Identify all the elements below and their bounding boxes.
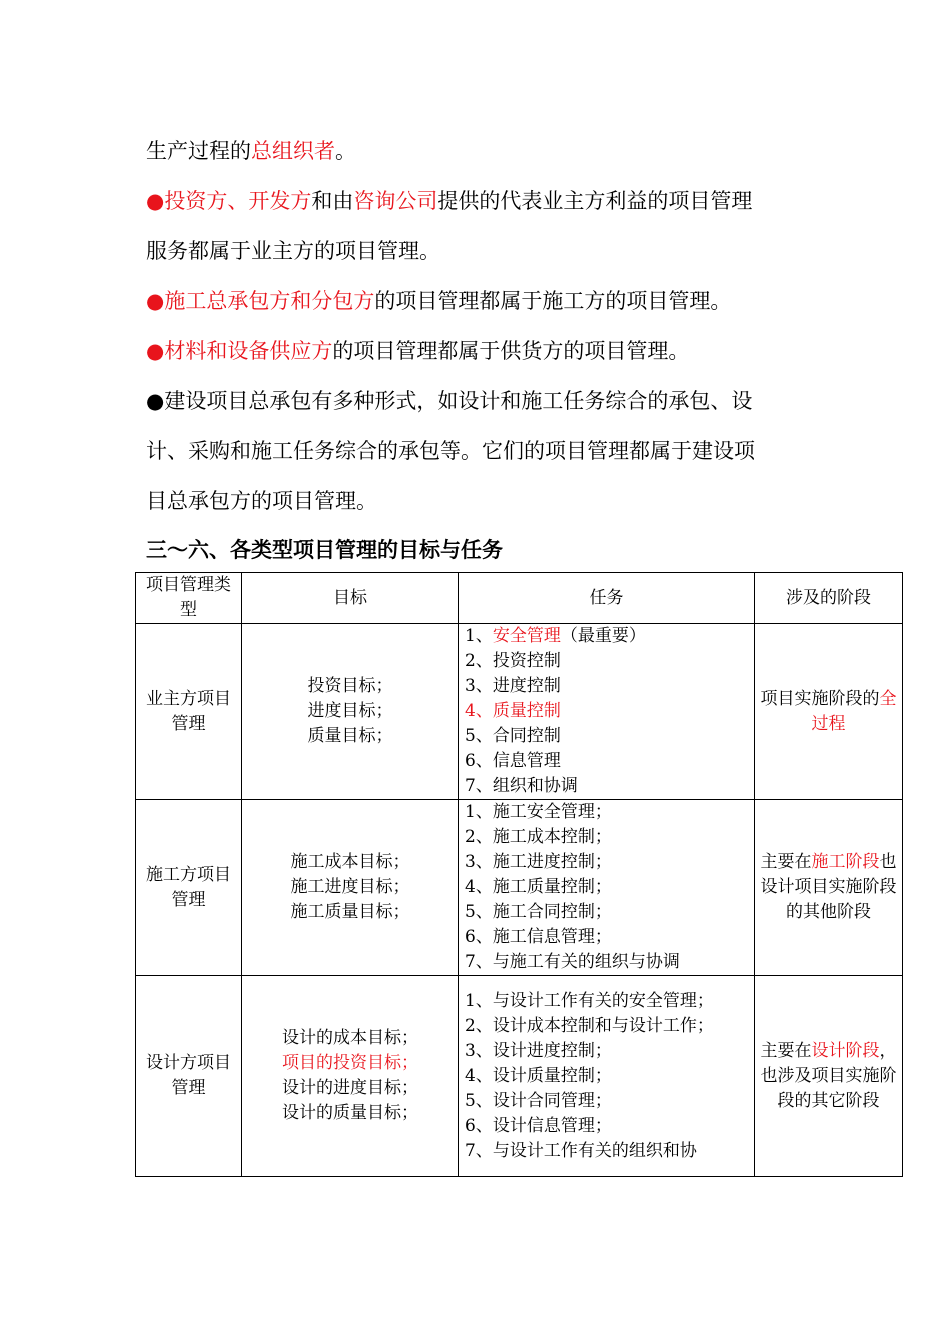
bullet-contractor: ●施工总承包方和分包方的项目管理都属于施工方的项目管理。 — [146, 289, 732, 313]
row-goals: 投资目标； 进度目标； 质量目标； — [242, 624, 459, 800]
bullet-icon: ● — [146, 289, 165, 313]
row-stage: 主要在设计阶段，也涉及项目实施阶段的其它阶段 — [755, 976, 903, 1177]
section-heading: 三～六、各类型项目管理的目标与任务 — [146, 537, 503, 562]
table-row — [136, 976, 903, 1177]
bullet-icon: ● — [146, 189, 165, 213]
bullet-epc-line3: 目总承包方的项目管理。 — [146, 489, 377, 513]
intro-line: 生产过程的总组织者。 — [146, 139, 356, 163]
row-stage: 项目实施阶段的全过程 — [755, 624, 903, 800]
row-tasks: 1、施工安全管理； 2、施工成本控制； 3、施工进度控制； 4、施工质量控制； 5、施工合同控制； 6、施工信息管理； 7、与施工有关的组织与协调 — [459, 800, 755, 976]
row-type: 业主方项目管理 — [136, 624, 242, 800]
row-goals: 施工成本目标； 施工进度目标； 施工质量目标； — [242, 800, 459, 976]
table-row — [136, 800, 903, 976]
highlight-text: 总组织者 — [251, 139, 335, 163]
management-table — [135, 572, 903, 1177]
header-type: 项目管理类型 — [136, 573, 242, 624]
row-stage: 主要在施工阶段也设计项目实施阶段的其他阶段 — [755, 800, 903, 976]
row-goals: 设计的成本目标； 项目的投资目标； 设计的进度目标； 设计的质量目标； — [242, 976, 459, 1177]
bullet-epc-line1: ●建设项目总承包有多种形式，如设计和施工任务综合的承包、设 — [146, 389, 753, 413]
header-tasks: 任务 — [459, 573, 755, 624]
row-tasks: 1、与设计工作有关的安全管理； 2、设计成本控制和与设计工作； 3、设计进度控制； 4、设计质量控制； 5、设计合同管理； 6、设计信息管理； 7、与设计工作有关的组织和协 — [459, 976, 755, 1177]
bullet-icon: ● — [146, 389, 165, 413]
bullet-supplier: ●材料和设备供应方的项目管理都属于供货方的项目管理。 — [146, 339, 690, 363]
row-type: 设计方项目管理 — [136, 976, 242, 1177]
bullet-owner-line2: 服务都属于业主方的项目管理。 — [146, 239, 440, 263]
table-header-row — [136, 573, 903, 624]
header-goals: 目标 — [242, 573, 459, 624]
bullet-epc-line2: 计、采购和施工任务综合的承包等。它们的项目管理都属于建设项 — [146, 439, 755, 463]
bullet-icon: ● — [146, 339, 165, 363]
table-row — [136, 624, 903, 800]
row-tasks: 1、安全管理（最重要） 2、投资控制 3、进度控制 4、质量控制 5、合同控制 6、信息管理 7、组织和协调 — [459, 624, 755, 800]
bullet-owner-line1: ●投资方、开发方和由咨询公司提供的代表业主方利益的项目管理 — [146, 189, 753, 213]
header-stage: 涉及的阶段 — [755, 573, 903, 624]
row-type: 施工方项目管理 — [136, 800, 242, 976]
